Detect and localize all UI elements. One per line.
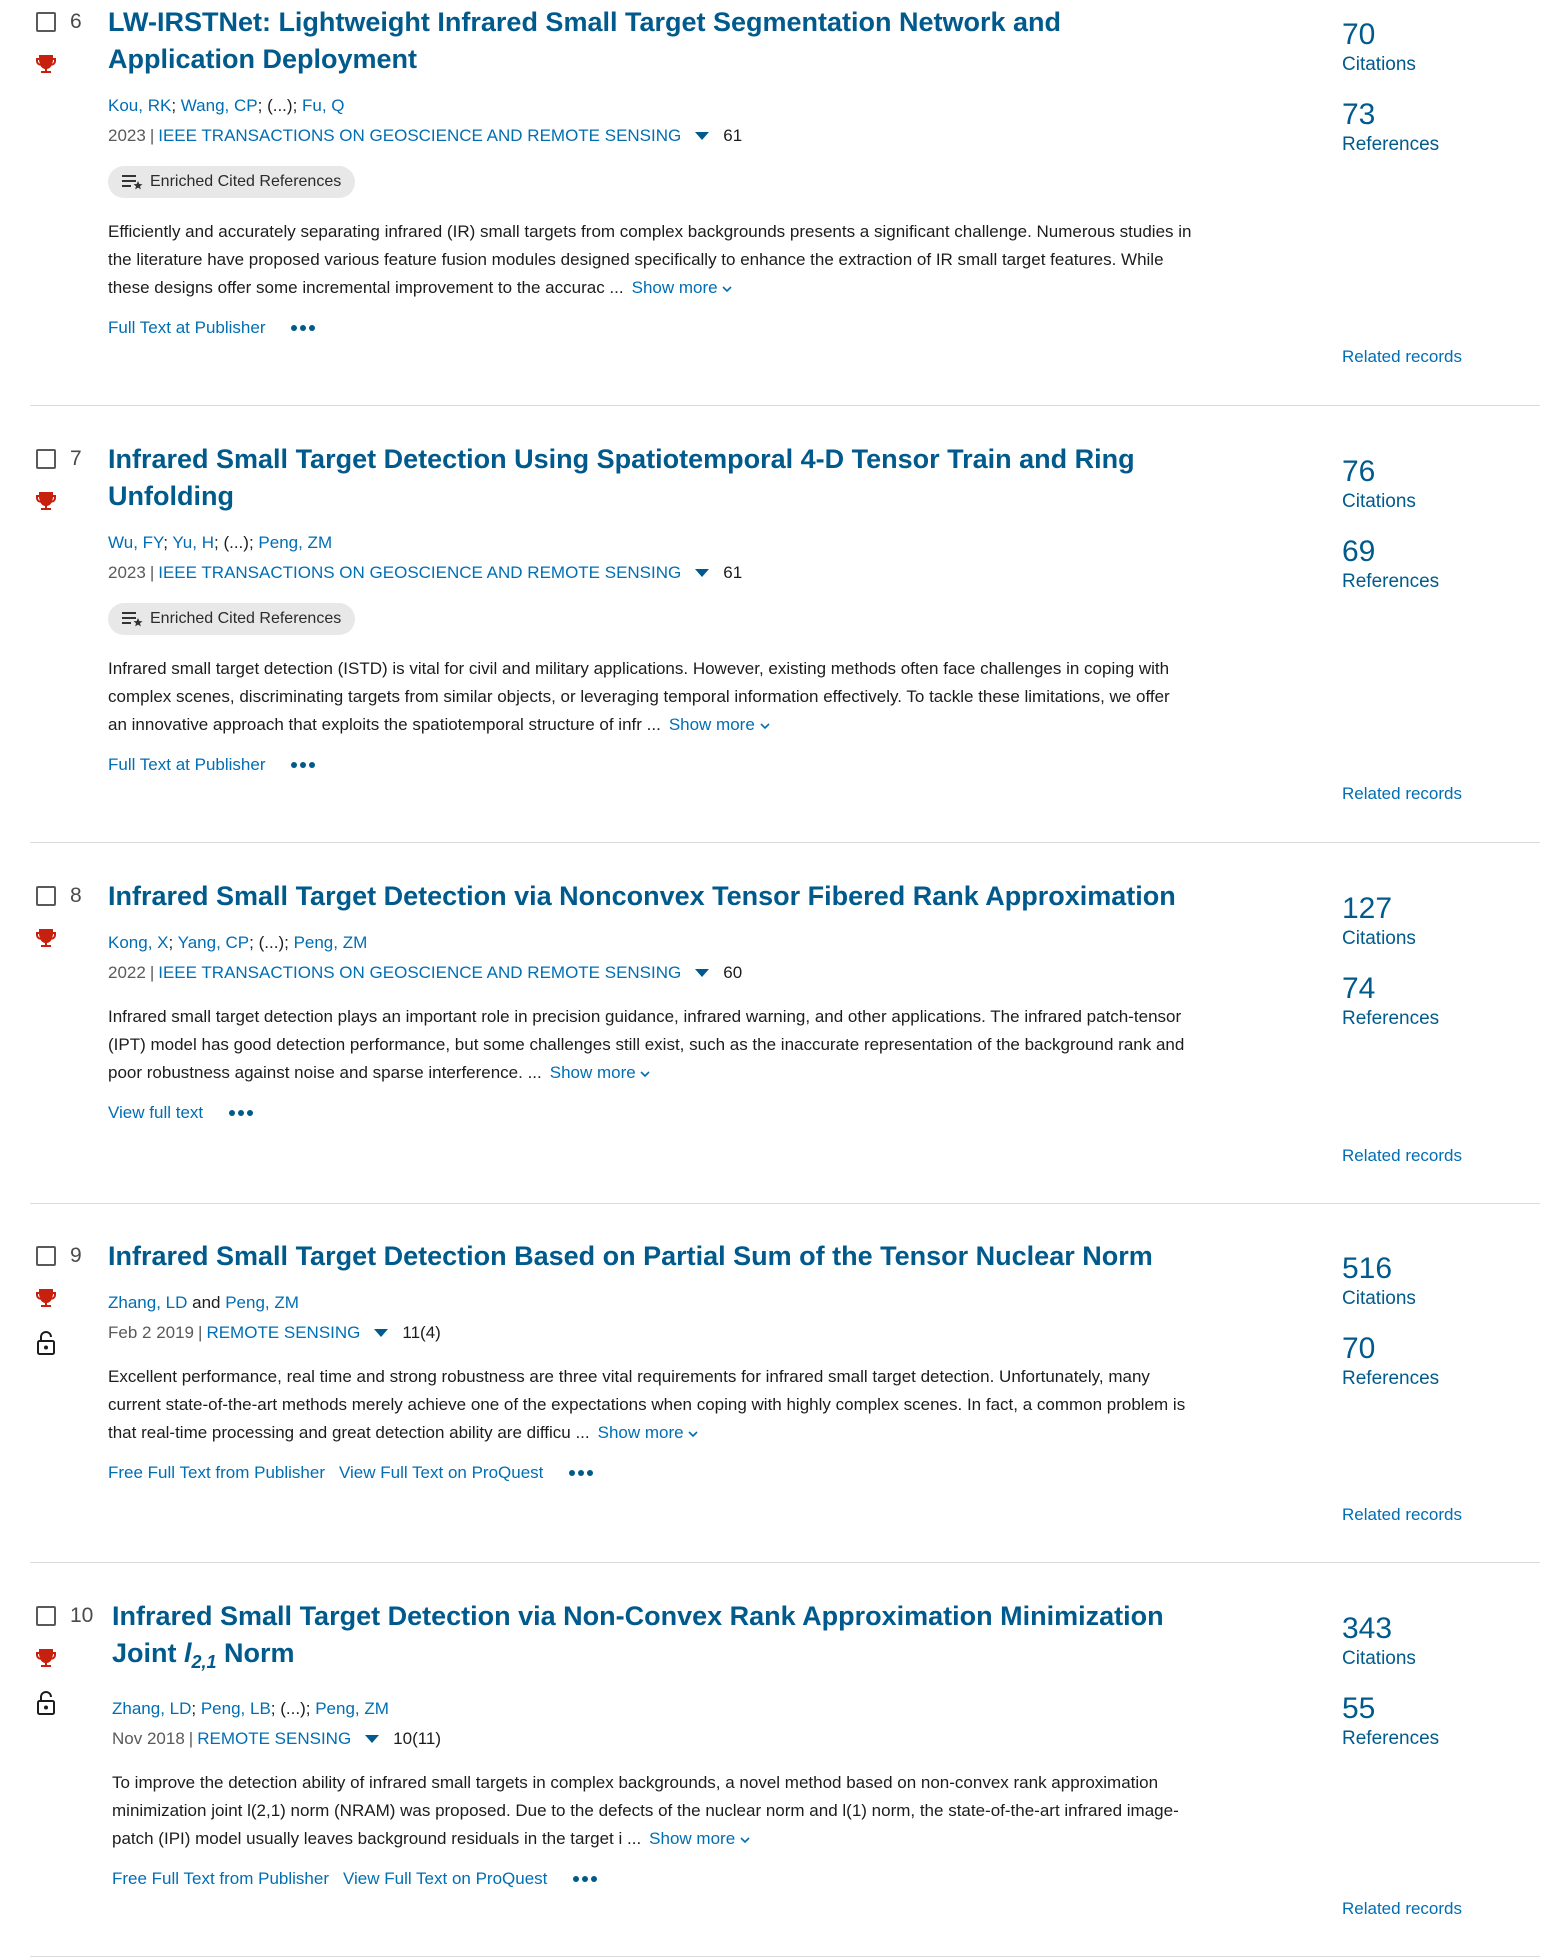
enriched-cited-references-badge[interactable]: [108, 166, 355, 198]
abstract: [108, 1363, 1193, 1447]
enriched-cited-references-badge[interactable]: [108, 603, 355, 635]
more-options-icon[interactable]: [287, 319, 319, 337]
author-link[interactable]: Zhang, LD: [108, 1293, 188, 1312]
record-number: 10: [70, 1604, 94, 1627]
show-more-link[interactable]: Show more: [598, 1423, 699, 1442]
caret-down-icon[interactable]: [365, 1735, 379, 1743]
caret-down-icon[interactable]: [695, 569, 709, 577]
journal-link[interactable]: REMOTE SENSING: [206, 1323, 361, 1342]
view-full-text-link[interactable]: View full text: [108, 1103, 204, 1122]
author-link[interactable]: Peng, ZM: [225, 1293, 299, 1312]
chevron-down-icon: [688, 1430, 698, 1438]
pub-date: Feb 2 2019: [108, 1323, 195, 1342]
related-records-link[interactable]: Related records: [1342, 1146, 1463, 1165]
authors: Kong, X; Yang, CP; (...); Peng, ZM: [108, 933, 368, 952]
full-text-links: [108, 1463, 1198, 1483]
select-checkbox[interactable]: [36, 886, 56, 906]
citations-label[interactable]: Citations: [1342, 491, 1416, 512]
trophy-icon: [34, 926, 58, 950]
journal-link[interactable]: IEEE TRANSACTIONS ON GEOSCIENCE AND REMOTE SENSING: [158, 126, 682, 145]
citations-label[interactable]: Citations: [1342, 54, 1416, 75]
separator: |: [188, 1729, 194, 1748]
full-text-links: [108, 318, 1198, 338]
author-link[interactable]: Kong, X: [108, 933, 169, 952]
citations-count[interactable]: 127: [1342, 892, 1393, 925]
author-link[interactable]: Wu, FY: [108, 533, 164, 552]
author-link[interactable]: Zhang, LD: [112, 1699, 192, 1718]
pub-date: 2022: [108, 963, 146, 982]
record-6: [30, 0, 1540, 406]
volume: 10(11): [393, 1729, 442, 1748]
caret-down-icon[interactable]: [374, 1329, 388, 1337]
record-title[interactable]: Infrared Small Target Detection Using Spatiotemporal 4-D Tensor Train and Ring Unfolding: [108, 444, 1135, 511]
citation-stats: [1342, 18, 1542, 178]
more-options-icon[interactable]: [565, 1464, 597, 1482]
references-label[interactable]: References: [1342, 571, 1440, 592]
abstract-text: Infrared small target detection plays an important role in precision guidance, infrared warning, and other applications. The infrared patch-tensor (IPT) model has good detection performance, but some challenges still exist, such as the inaccurate representation of the background rank and poor robustness against noise and sparse interference. ...: [108, 1007, 1185, 1082]
record-number: 9: [70, 1244, 82, 1267]
abstract-text: To improve the detection ability of infrared small targets in complex backgrounds, a novel method based on non-convex rank approximation minimization joint l(2,1) norm (NRAM) was proposed. Due to the defects of the nuclear norm and l(1) norm, the state-of-the-art infrared image-patch (IPI) model usually leaves background residuals in the target i ...: [112, 1773, 1179, 1848]
related-records-link[interactable]: Related records: [1342, 1899, 1463, 1918]
more-options-icon[interactable]: [569, 1870, 601, 1888]
abstract: [108, 218, 1193, 302]
full-text-links: [108, 1103, 1198, 1123]
caret-down-icon[interactable]: [695, 132, 709, 140]
full-text-links: [112, 1869, 1202, 1889]
show-more-link[interactable]: Show more: [669, 715, 770, 734]
citations-count[interactable]: 76: [1342, 455, 1376, 488]
citation-stats: [1342, 1612, 1542, 1772]
more-options-icon[interactable]: [225, 1104, 257, 1122]
author-link[interactable]: Yang, CP: [177, 933, 250, 952]
author-link[interactable]: Yu, H: [172, 533, 214, 552]
authors-ellipsis[interactable]: (...): [267, 96, 293, 115]
publication-meta: [112, 1729, 1202, 1749]
author-link[interactable]: Peng, ZM: [258, 533, 333, 552]
author-link[interactable]: Peng, LB: [200, 1699, 271, 1718]
authors: Kou, RK; Wang, CP; (...); Fu, Q: [108, 96, 345, 115]
volume: 61: [723, 126, 743, 145]
chevron-down-icon: [640, 1070, 650, 1078]
record-number: 6: [70, 10, 82, 33]
show-more-link[interactable]: Show more: [550, 1063, 651, 1082]
separator: |: [149, 126, 155, 145]
author-link[interactable]: Wang, CP: [180, 96, 258, 115]
publication-meta: [108, 563, 1198, 583]
badge-label: Enriched Cited References: [150, 173, 342, 190]
more-options-icon[interactable]: [287, 756, 319, 774]
list-star-icon: [122, 173, 144, 191]
select-checkbox[interactable]: [36, 449, 56, 469]
citations-count[interactable]: 70: [1342, 18, 1376, 51]
record-10: [30, 1594, 1540, 1957]
record-number: 8: [70, 884, 82, 907]
references-count[interactable]: 73: [1342, 98, 1376, 131]
abstract-text: Efficiently and accurately separating infrared (IR) small targets from complex backgrounds presents a significant challenge. Numerous studies in the literature have proposed various feature fusion modules designed specifically to enhance the extraction of IR small target features. While these designs offer some incremental improvement to the accurac ...: [108, 222, 1192, 297]
separator: |: [149, 563, 155, 582]
citations-label[interactable]: Citations: [1342, 928, 1416, 949]
abstract-text: Infrared small target detection (ISTD) is vital for civil and military applications. However, existing methods often face challenges in coping with complex scenes, discriminating targets from similar objects, or leveraging temporal information effectively. To tackle these limitations, we offer an innovative approach that exploits the spatiotemporal structure of infr ...: [108, 659, 1170, 734]
proquest-full-text-link[interactable]: View Full Text on ProQuest: [338, 1463, 544, 1482]
authors-ellipsis[interactable]: (...): [258, 933, 285, 952]
full-text-links: [108, 755, 1198, 775]
authors-ellipsis[interactable]: (...): [223, 533, 249, 552]
citation-stats: [1342, 892, 1542, 1052]
references-label[interactable]: References: [1342, 134, 1440, 155]
related-records-link[interactable]: Related records: [1342, 1505, 1463, 1524]
citations-label[interactable]: Citations: [1342, 1288, 1416, 1309]
publication-meta: [108, 126, 1198, 146]
caret-down-icon[interactable]: [695, 969, 709, 977]
citations-count[interactable]: 516: [1342, 1252, 1393, 1285]
record-title[interactable]: Infrared Small Target Detection via Nonconvex Tensor Fibered Rank Approximation: [108, 881, 1176, 911]
list-star-icon: [122, 610, 144, 628]
show-more-link[interactable]: Show more: [649, 1829, 750, 1848]
journal-link[interactable]: IEEE TRANSACTIONS ON GEOSCIENCE AND REMOTE SENSING: [158, 563, 682, 582]
related-records-link[interactable]: Related records: [1342, 784, 1463, 803]
trophy-icon: [34, 52, 58, 76]
record-8: [30, 874, 1540, 1204]
journal-link[interactable]: REMOTE SENSING: [197, 1729, 352, 1748]
references-label[interactable]: References: [1342, 1728, 1440, 1749]
abstract: [108, 1003, 1193, 1087]
abstract: [112, 1769, 1197, 1853]
abstract: [108, 655, 1193, 739]
open-access-lock-icon: [34, 1690, 58, 1716]
volume: 61: [723, 563, 743, 582]
trophy-icon: [34, 489, 58, 513]
trophy-icon: [34, 1646, 58, 1670]
open-access-lock-icon: [34, 1330, 58, 1356]
pub-date: 2023: [108, 563, 146, 582]
author-link[interactable]: Peng, ZM: [315, 1699, 389, 1718]
citations-count[interactable]: 343: [1342, 1612, 1393, 1645]
publication-meta: [108, 963, 1198, 983]
author-link[interactable]: Kou, RK: [108, 96, 172, 115]
chevron-down-icon: [722, 285, 732, 293]
references-count[interactable]: 55: [1342, 1692, 1376, 1725]
record-9: [30, 1234, 1540, 1563]
pub-date: 2023: [108, 126, 146, 145]
author-link[interactable]: Peng, ZM: [293, 933, 368, 952]
pub-date: Nov 2018: [112, 1729, 185, 1748]
references-label[interactable]: References: [1342, 1368, 1440, 1389]
free-full-text-link[interactable]: Free Full Text from Publisher: [112, 1869, 329, 1888]
badge-label: Enriched Cited References: [150, 610, 342, 627]
free-full-text-link[interactable]: Free Full Text from Publisher: [108, 1463, 325, 1482]
record-title[interactable]: Infrared Small Target Detection Based on Partial Sum of the Tensor Nuclear Norm: [108, 1241, 1153, 1271]
separator: |: [149, 963, 155, 982]
show-more-link[interactable]: Show more: [632, 278, 733, 297]
citation-stats: [1342, 455, 1542, 615]
publication-meta: [108, 1323, 1198, 1343]
select-checkbox[interactable]: [36, 1246, 56, 1266]
chevron-down-icon: [760, 722, 770, 730]
authors: Zhang, LD; Peng, LB; (...); Peng, ZM: [112, 1699, 389, 1718]
full-text-publisher-link[interactable]: Full Text at Publisher: [108, 318, 266, 337]
select-checkbox[interactable]: [36, 1606, 56, 1626]
citations-label[interactable]: Citations: [1342, 1648, 1416, 1669]
volume: 11(4): [402, 1323, 441, 1342]
references-count[interactable]: 70: [1342, 1332, 1376, 1365]
record-7: [30, 437, 1540, 843]
abstract-text: Excellent performance, real time and strong robustness are three vital requirements for infrared small target detection. Unfortunately, many current state-of-the-art methods merely achieve one of the expectations when coping with highly complex scenes. In fact, a common problem is that real-time processing and great detection ability are difficu ...: [108, 1367, 1186, 1442]
chevron-down-icon: [740, 1836, 750, 1844]
references-label[interactable]: References: [1342, 1008, 1440, 1029]
journal-link[interactable]: IEEE TRANSACTIONS ON GEOSCIENCE AND REMOTE SENSING: [158, 963, 682, 982]
authors-ellipsis[interactable]: (...): [280, 1699, 306, 1718]
references-count[interactable]: 74: [1342, 972, 1376, 1005]
proquest-full-text-link[interactable]: View Full Text on ProQuest: [342, 1869, 548, 1888]
full-text-publisher-link[interactable]: Full Text at Publisher: [108, 755, 266, 774]
author-link[interactable]: Fu, Q: [302, 96, 345, 115]
record-number: 7: [70, 447, 82, 470]
citation-stats: [1342, 1252, 1542, 1412]
author-conjunction: and: [187, 1293, 226, 1312]
separator: |: [198, 1323, 203, 1342]
related-records-link[interactable]: Related records: [1342, 347, 1463, 366]
trophy-icon: [34, 1286, 58, 1310]
authors: [108, 1293, 1198, 1313]
volume: 60: [723, 963, 743, 982]
select-checkbox[interactable]: [36, 12, 56, 32]
record-title[interactable]: LW-IRSTNet: Lightweight Infrared Small Target Segmentation Network and Application Deployment: [108, 7, 1062, 74]
authors: Wu, FY; Yu, H; (...); Peng, ZM: [108, 533, 333, 552]
record-title[interactable]: Infrared Small Target Detection via Non-Convex Rank Approximation Minimization Joint $l_{2,1}$ Norm: [112, 1601, 1164, 1672]
references-count[interactable]: 69: [1342, 535, 1376, 568]
